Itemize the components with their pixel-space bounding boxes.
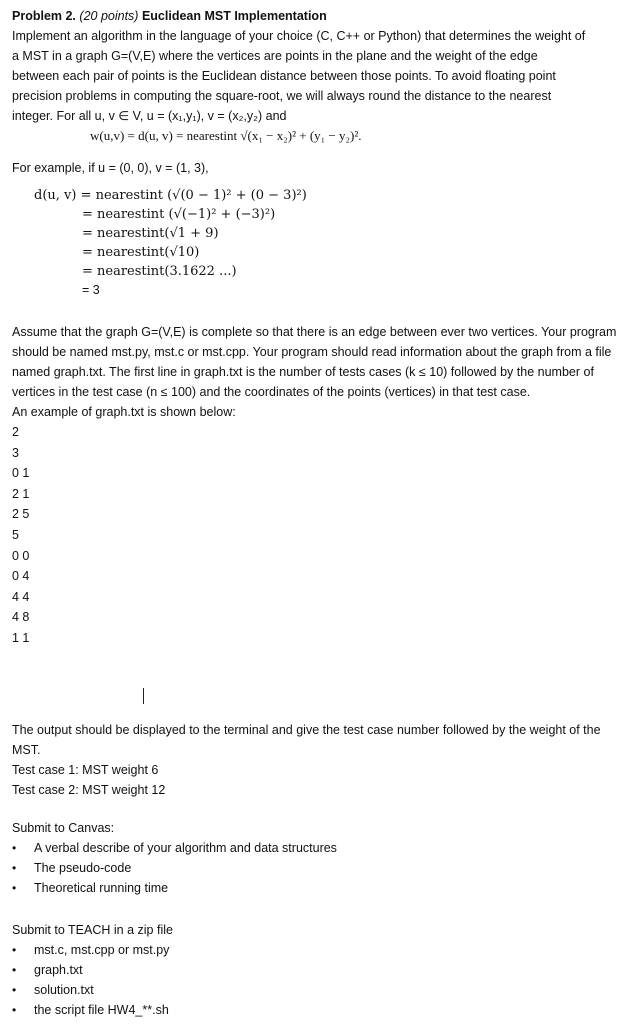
graph-line: 2 [12,425,19,439]
canvas-heading: Submit to Canvas: [12,821,115,835]
list-item-text: mst.c, mst.cpp or mst.py [34,943,170,957]
bullet-icon: • [12,943,17,957]
graph-txt-listing [12,422,632,649]
list-item [12,1000,632,1020]
bullet-icon: • [12,1003,17,1017]
graph-line: 0 0 [12,548,30,563]
problem-title: Euclidean MST Implementation [141,9,327,23]
bullet-icon: • [12,963,17,977]
bullet-icon: • [12,841,17,855]
example-label: An example of graph.txt is shown below: [12,405,236,419]
list-item-text: the script file HW4_**.sh [34,1003,169,1017]
derivation-result: = 3 [82,283,100,297]
teach-section [12,920,632,1020]
problem-header [12,6,632,26]
graph-line: 4 8 [12,610,30,625]
list-item-text: solution.txt [34,983,94,997]
list-item [12,878,632,898]
bullet-icon: • [12,983,17,997]
derivation-step: = nearestint(3.1622 ...) [82,264,237,279]
bullet-icon: • [12,861,17,875]
graph-line: 0 4 [12,569,30,584]
weight-formula: w(u,v) = d(u, v) = nearestint √(x₁ − x₂)² + (y₁ − y₂)². [90,128,362,143]
list-item-text: Theoretical running time [34,881,169,895]
output-description: The output should be displayed to the terminal and give the test case number followed by the weight of the MST. [12,723,601,757]
graph-line: 3 [12,445,19,460]
graph-line: 2 1 [12,486,30,501]
derivation-block [12,186,632,308]
intro-line: Implement an algorithm in the language of your choice (C, C++ or Python) that determines the weight of [12,29,586,43]
list-item [12,838,632,858]
list-item-text: The pseudo-code [34,861,132,875]
example-intro: For example, if u = (0, 0), v = (1, 3), [12,161,209,175]
list-item-text: A verbal describe of your algorithm and data structures [34,841,337,855]
teach-heading: Submit to TEACH in a zip file [12,923,173,937]
list-item [12,980,632,1000]
list-item [12,858,632,878]
intro-paragraph [12,26,632,126]
assume-paragraph: Assume that the graph G=(V,E) is complete so that there is an edge between ever two vertices. Your program should be named mst.py, mst.c or mst.cpp. Your program should read information about the graph from a file named graph.txt. The first line in graph.txt is the number of tests cases (k ≤ 10) followed by the number of vertices in the test case (n ≤ 100) and the coordinates of the points (vertices) in that test case. [12,325,617,399]
output-section [12,720,632,800]
graph-line: 2 5 [12,507,30,522]
graph-line: 5 [12,527,19,542]
graph-line: 0 1 [12,466,30,481]
graph-line: 4 4 [12,589,30,604]
document [12,6,632,649]
derivation-step: = nearestint(√10) [82,245,200,260]
output-example: Test case 2: MST weight 12 [12,783,166,797]
derivation-step: = nearestint (√(−1)² + (−3)²) [82,207,276,222]
list-item [12,940,632,960]
problem-number: Problem 2. [12,9,76,23]
text-cursor [143,688,144,704]
derivation-step: = nearestint(√1 + 9) [82,226,219,241]
graph-line: 1 1 [12,630,30,645]
problem-points: (20 points) [79,9,139,23]
intro-line: between each pair of points is the Euclidean distance between those points. To avoid floating point [12,69,556,83]
canvas-section [12,818,632,898]
list-item-text: graph.txt [34,963,83,977]
bullet-icon: • [12,881,17,895]
derivation-step: d(u, v) = nearestint (√(0 − 1)² + (0 − 3)²) [34,188,307,203]
intro-line: integer. For all u, v ∈ V, u = (x₁,y₁), v = (x₂,y₂) and [12,109,287,123]
list-item [12,960,632,980]
output-example: Test case 1: MST weight 6 [12,763,159,777]
intro-line: precision problems in computing the square-root, we will always round the distance to the nearest [12,89,552,103]
intro-line: a MST in a graph G=(V,E) where the vertices are points in the plane and the weight of the edge [12,49,538,63]
